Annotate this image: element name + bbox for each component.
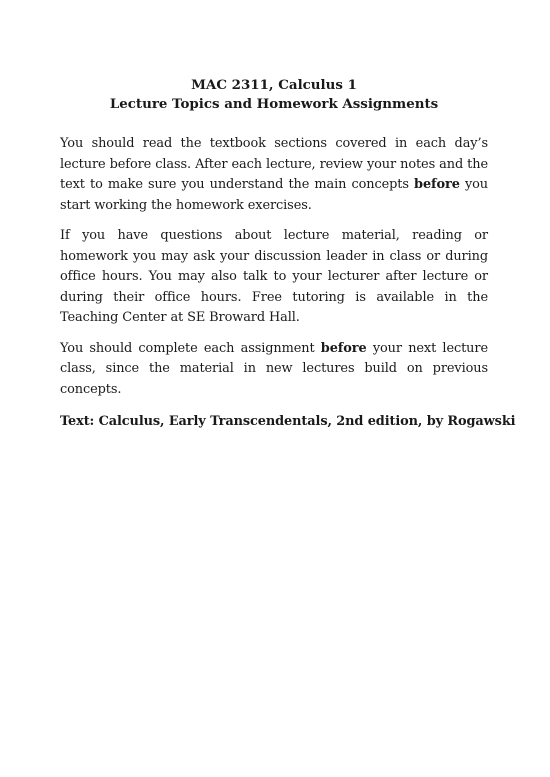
course-title: MAC 2311, Calculus 1 (191, 77, 357, 93)
title-block (60, 76, 488, 114)
paragraph-1-text-b: you start working the homework exercises. (60, 177, 489, 213)
document-subtitle: Lecture Topics and Homework Assignments (109, 96, 439, 112)
paragraph-3-text-b: your next lecture class, since the material in new lectures build on previous concepts. (60, 340, 488, 397)
paragraph-1-emphasis: before (414, 177, 460, 192)
assignment-deadline-paragraph (60, 339, 488, 401)
paragraph-1-text-a: You should read the textbook sections covered in each day’s lecture before class. After each lecture, review your notes and the text to make sure you understand the main concepts (60, 136, 488, 192)
paragraph-3-emphasis: before (320, 340, 367, 356)
reading-instructions-paragraph (60, 134, 488, 216)
paragraph-3-text-a: You should complete each assignment (60, 340, 321, 356)
help-resources-paragraph: If you have questions about lecture material, reading or homework you may ask your discussion leader in class or during office hours. You may also talk to your lecturer after lecture or during their office hours. Free tutoring is available in the Teaching Center at SE Broward Hall. (60, 228, 488, 325)
textbook-reference: Text: Calculus, Early Transcendentals, 2nd edition, by Rogawski (60, 414, 516, 429)
